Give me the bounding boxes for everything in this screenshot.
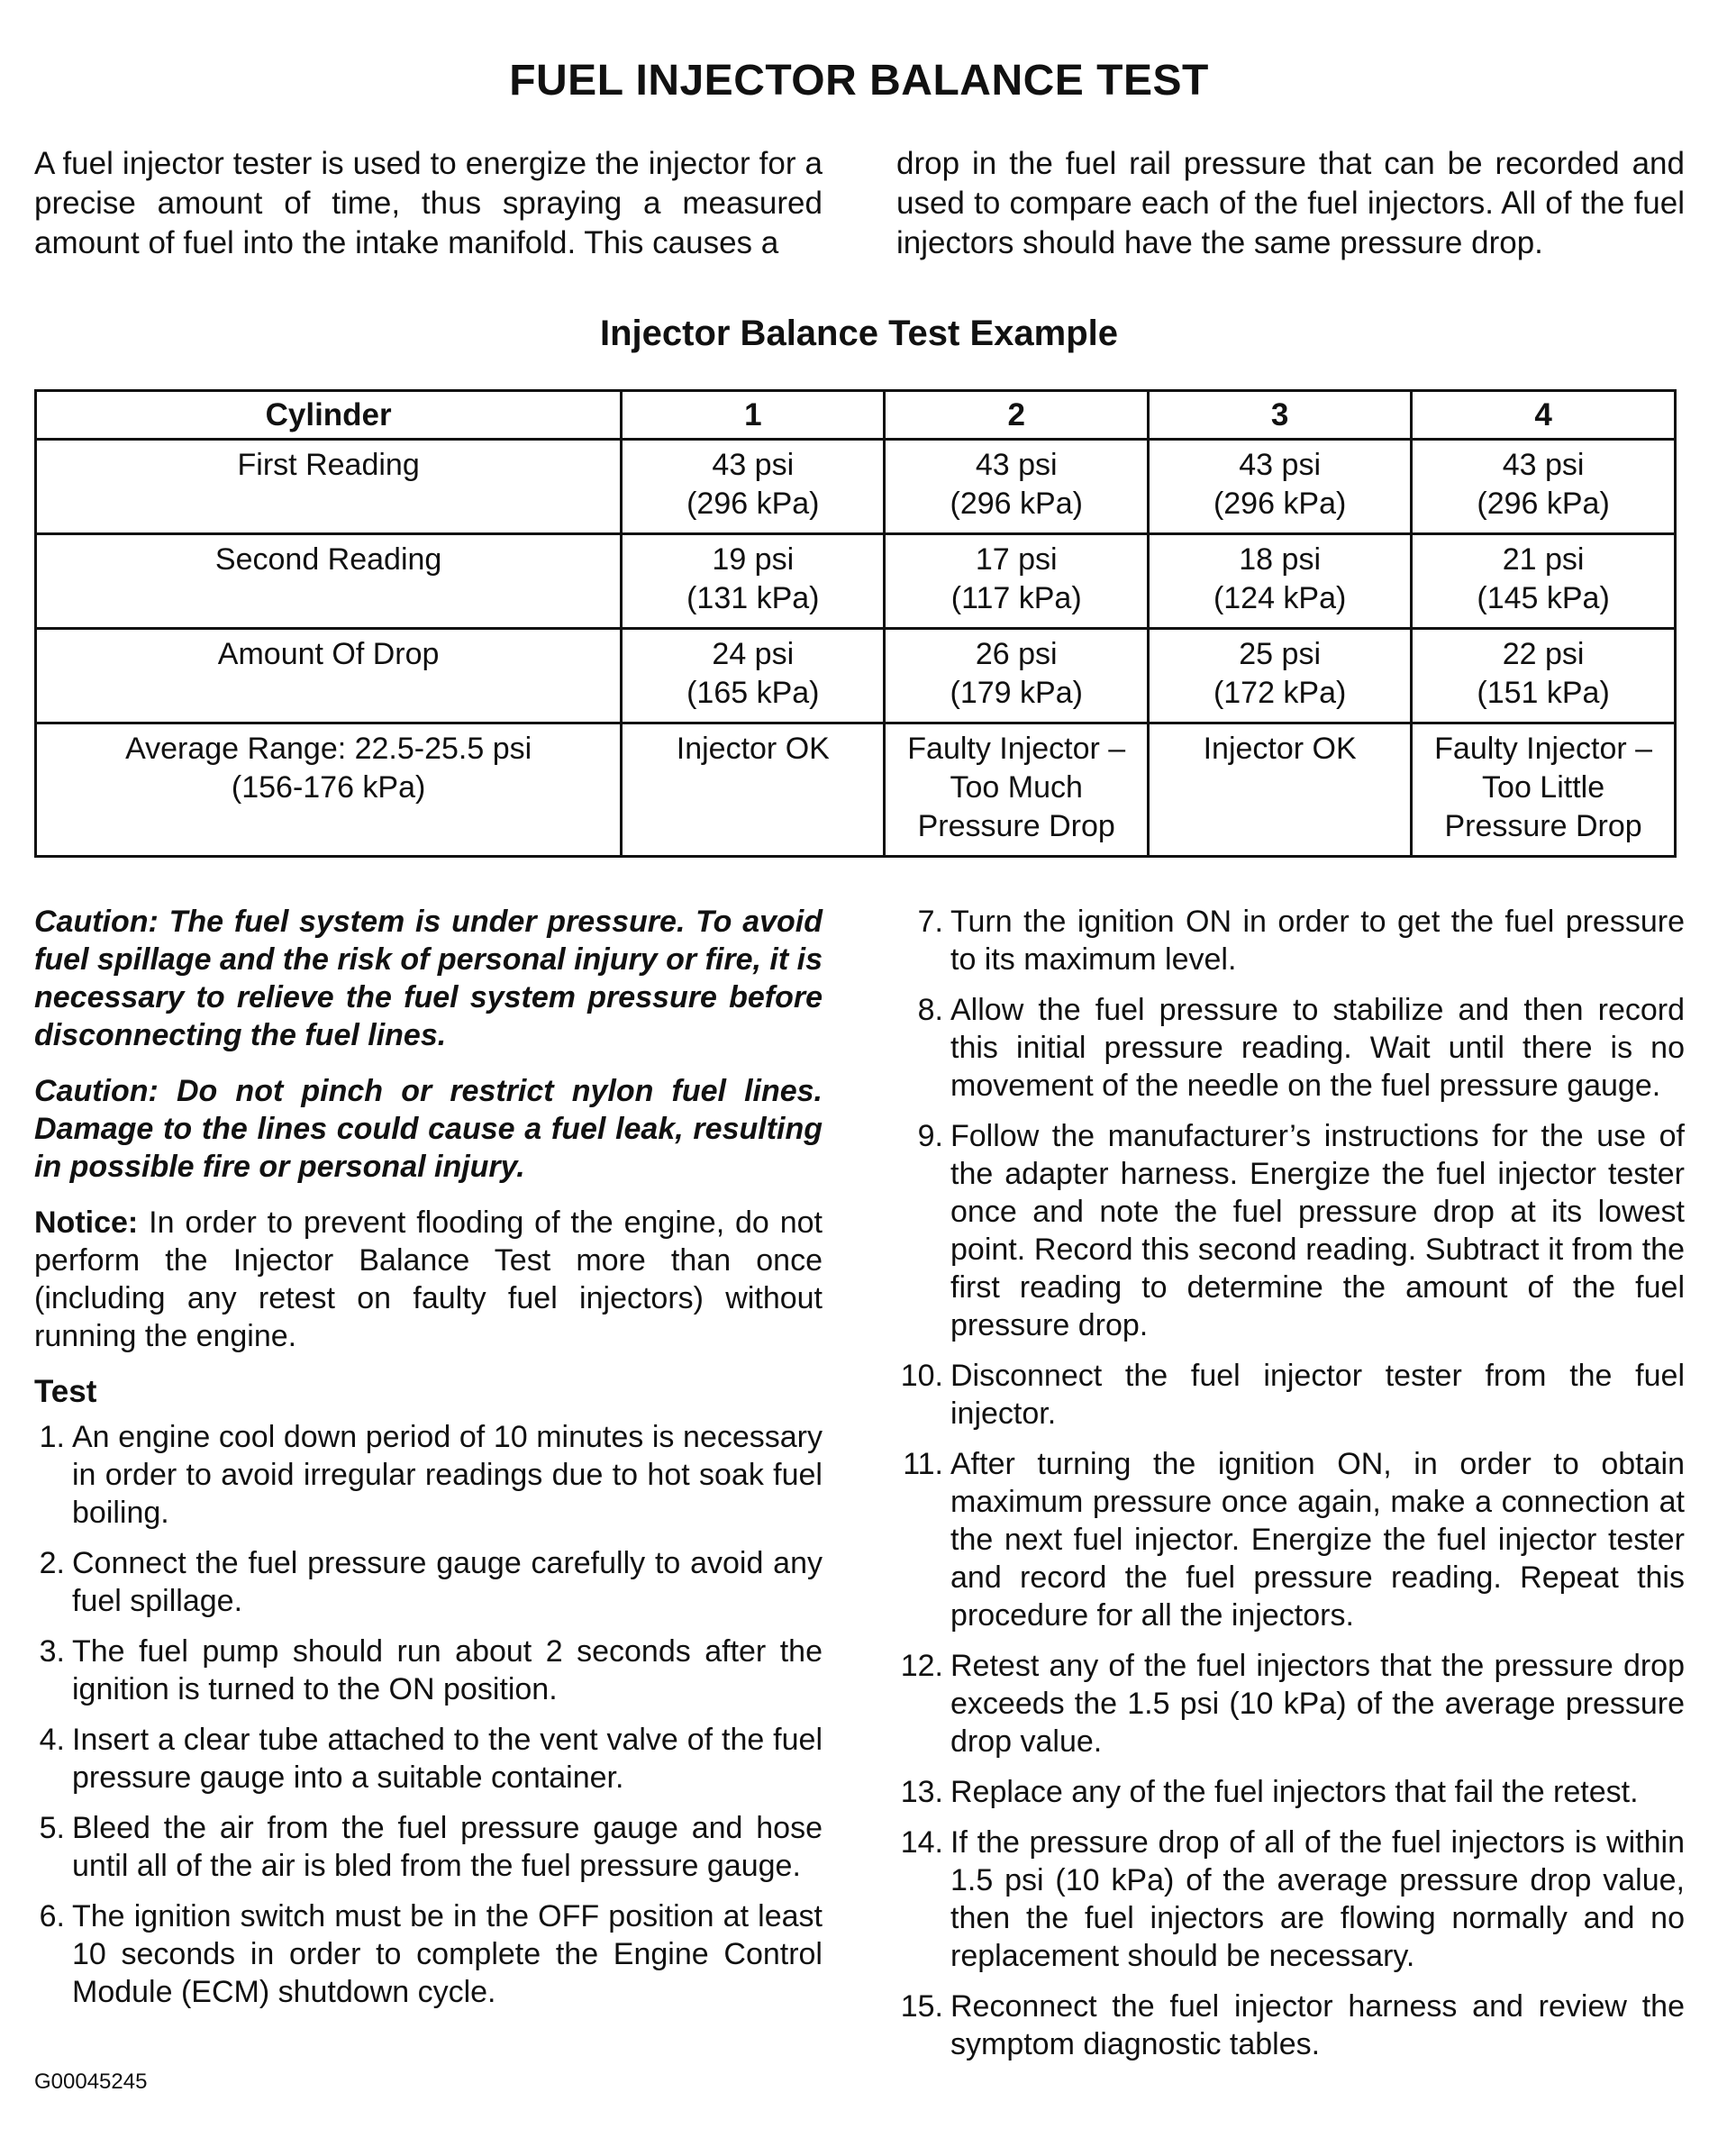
- cell-psi: 25 psi: [1239, 637, 1321, 671]
- step-number: 10.: [900, 1359, 943, 1393]
- step-number: 5.: [39, 1811, 65, 1845]
- table-cell: [885, 534, 1149, 629]
- cell-psi: 21 psi: [1502, 542, 1585, 577]
- step-text: Turn the ignition ON in order to get the fuel pressure to its maximum level.: [950, 905, 1685, 977]
- notice-text: In order to prevent flooding of the engine, do not perform the Injector Balance Test more than once (including any retest on faulty fuel injectors) without running the engine.: [34, 1205, 823, 1353]
- table-cell: [1149, 629, 1412, 723]
- result-text: Too Much: [950, 770, 1083, 805]
- list-item: [896, 1773, 1685, 1811]
- row-label: Amount Of Drop: [36, 629, 622, 723]
- row-second-reading: [36, 534, 1676, 629]
- cell-kpa: (124 kPa): [1213, 581, 1347, 615]
- injector-balance-table: [34, 389, 1677, 858]
- cell-psi: 18 psi: [1239, 542, 1321, 577]
- table-cell: [622, 534, 885, 629]
- cell-kpa: (296 kPa): [1477, 487, 1610, 521]
- list-item: [896, 1117, 1685, 1344]
- cell-kpa: (296 kPa): [950, 487, 1083, 521]
- step-text: Bleed the air from the fuel pressure gauge and hose until all of the air is bled from the fuel pressure gauge.: [72, 1811, 823, 1883]
- step-number: 14.: [900, 1825, 943, 1860]
- steps-list-left: [34, 1418, 823, 2011]
- header-cylinder-1: 1: [622, 391, 885, 440]
- list-item: [896, 1824, 1685, 1975]
- notice-label: Notice:: [34, 1205, 139, 1240]
- table-cell: [1412, 723, 1676, 857]
- cell-psi: 19 psi: [712, 542, 795, 577]
- step-number: 11.: [903, 1447, 943, 1481]
- caution-nylon-lines: Caution: Do not pinch or restrict nylon fuel lines. Damage to the lines could cause a fuel leak, resulting in possible fire or personal injury.: [34, 1074, 823, 1184]
- table-header-row: [36, 391, 1676, 440]
- table-cell: [1149, 534, 1412, 629]
- list-item: [34, 1809, 823, 1885]
- list-item: [34, 1544, 823, 1620]
- table-cell: [885, 723, 1149, 857]
- figure-code: G00045245: [34, 2070, 148, 2094]
- steps-list-right: [896, 903, 1685, 2063]
- list-item: [34, 1418, 823, 1532]
- cell-kpa: (179 kPa): [950, 676, 1083, 710]
- step-number: 8.: [917, 993, 943, 1027]
- cell-psi: 43 psi: [712, 448, 795, 482]
- row-label: Second Reading: [36, 534, 622, 629]
- step-number: 12.: [900, 1649, 943, 1683]
- step-text: After turning the ignition ON, in order to obtain maximum pressure once again, make a connection at the next fuel injector. Energize the fuel injector tester and record the fuel pressure reading. Repeat this procedure for all the injectors.: [950, 1447, 1685, 1633]
- cell-psi: 43 psi: [1239, 448, 1321, 482]
- table-title: Injector Balance Test Example: [599, 314, 1119, 353]
- step-text: Replace any of the fuel injectors that fail the retest.: [950, 1775, 1639, 1809]
- cell-kpa: (117 kPa): [950, 581, 1082, 615]
- cell-kpa: (131 kPa): [686, 581, 820, 615]
- step-text: Follow the manufacturer’s instructions for the use of the adapter harness. Energize the fuel injector tester once and note the fuel pressure drop at its lowest point. Record this second reading. Subtract it from the first reading to determine the amount of the fuel pressure drop.: [950, 1119, 1685, 1342]
- step-text: If the pressure drop of all of the fuel injectors is within 1.5 psi (10 kPa) of the average pressure drop value, then the fuel injectors are flowing normally and no replacement should be necessary.: [950, 1825, 1685, 1973]
- test-heading: Test: [34, 1374, 97, 1409]
- list-item: [896, 1445, 1685, 1634]
- step-text: Disconnect the fuel injector tester from the fuel injector.: [950, 1359, 1685, 1431]
- step-number: 1.: [39, 1420, 65, 1454]
- header-cylinder-4: 4: [1412, 391, 1676, 440]
- average-range-psi: Average Range: 22.5-25.5 psi: [125, 732, 532, 766]
- notice-paragraph: [34, 1204, 823, 1355]
- result-text: Pressure Drop: [1444, 809, 1642, 843]
- result-text: Faulty Injector –: [1434, 732, 1653, 766]
- list-item: [34, 1633, 823, 1708]
- list-item: [896, 1988, 1685, 2063]
- table-cell: [1149, 723, 1412, 857]
- step-number: 9.: [917, 1119, 943, 1153]
- cell-psi: 24 psi: [712, 637, 795, 671]
- cell-psi: 22 psi: [1502, 637, 1585, 671]
- intro-left-paragraph: A fuel injector tester is used to energize the injector for a precise amount of time, thus spraying a measured amount of fuel into the intake manifold. This causes a: [34, 146, 823, 260]
- list-item: [896, 1647, 1685, 1760]
- right-column: [896, 903, 1685, 2076]
- row-average-range: [36, 723, 1676, 857]
- row-amount-of-drop: [36, 629, 1676, 723]
- header-cylinder-2: 2: [885, 391, 1149, 440]
- step-number: 2.: [39, 1546, 65, 1580]
- table-cell: [622, 723, 885, 857]
- row-label: First Reading: [36, 440, 622, 534]
- list-item: [34, 1721, 823, 1797]
- cell-psi: 43 psi: [975, 448, 1058, 482]
- cell-psi: 17 psi: [975, 542, 1058, 577]
- list-item: [896, 1357, 1685, 1433]
- result-text: Injector OK: [676, 732, 830, 766]
- step-number: 13.: [900, 1775, 943, 1809]
- step-text: Reconnect the fuel injector harness and review the symptom diagnostic tables.: [950, 1989, 1685, 2061]
- table-cell: [1412, 534, 1676, 629]
- result-text: Injector OK: [1203, 732, 1357, 766]
- table-cell: [885, 629, 1149, 723]
- step-text: Insert a clear tube attached to the vent valve of the fuel pressure gauge into a suitable container.: [72, 1723, 823, 1795]
- result-text: Too Little: [1482, 770, 1605, 805]
- step-number: 15.: [900, 1989, 943, 2024]
- header-cylinder-3: 3: [1149, 391, 1412, 440]
- list-item: [34, 1897, 823, 2011]
- caution-pressure: Caution: The fuel system is under pressure. To avoid fuel spillage and the risk of personal injury or fire, it is necessary to relieve the fuel system pressure before disconnecting the fuel lines.: [34, 905, 823, 1052]
- header-cylinder: Cylinder: [36, 391, 622, 440]
- table-cell: [885, 440, 1149, 534]
- step-number: 4.: [39, 1723, 65, 1757]
- cell-psi: 43 psi: [1502, 448, 1585, 482]
- cell-kpa: (151 kPa): [1477, 676, 1610, 710]
- list-item: [896, 903, 1685, 978]
- cell-kpa: (296 kPa): [1213, 487, 1347, 521]
- intro-right-paragraph: drop in the fuel rail pressure that can be recorded and used to compare each of the fuel injectors. All of the fuel injectors should have the same pressure drop.: [896, 146, 1685, 260]
- table-cell: [622, 629, 885, 723]
- table-cell: [622, 440, 885, 534]
- cell-kpa: (172 kPa): [1213, 676, 1347, 710]
- result-text: Faulty Injector –: [907, 732, 1126, 766]
- step-number: 3.: [39, 1634, 65, 1669]
- step-text: An engine cool down period of 10 minutes is necessary in order to avoid irregular readings due to hot soak fuel boiling.: [72, 1420, 823, 1530]
- table-cell: [1412, 440, 1676, 534]
- row-first-reading: [36, 440, 1676, 534]
- step-text: Retest any of the fuel injectors that the pressure drop exceeds the 1.5 psi (10 kPa) of the average pressure drop value.: [950, 1649, 1685, 1759]
- step-number: 6.: [39, 1899, 65, 1933]
- row-label: [36, 723, 622, 857]
- table-cell: [1412, 629, 1676, 723]
- cell-kpa: (296 kPa): [686, 487, 820, 521]
- step-number: 7.: [917, 905, 943, 939]
- step-text: The fuel pump should run about 2 seconds after the ignition is turned to the ON position.: [72, 1634, 823, 1706]
- result-text: Pressure Drop: [917, 809, 1115, 843]
- cell-kpa: (165 kPa): [686, 676, 820, 710]
- list-item: [896, 991, 1685, 1105]
- step-text: The ignition switch must be in the OFF position at least 10 seconds in order to complete the Engine Control Module (ECM) shutdown cycle.: [72, 1899, 823, 2009]
- cell-psi: 26 psi: [975, 637, 1058, 671]
- average-range-kpa: (156-176 kPa): [231, 770, 426, 805]
- page-title: FUEL INJECTOR BALANCE TEST: [509, 57, 1209, 105]
- cell-kpa: (145 kPa): [1477, 581, 1610, 615]
- left-column: [34, 903, 823, 2024]
- step-text: Connect the fuel pressure gauge carefully to avoid any fuel spillage.: [72, 1546, 823, 1618]
- table-cell: [1149, 440, 1412, 534]
- step-text: Allow the fuel pressure to stabilize and then record this initial pressure reading. Wait until there is no movement of the needle on the fuel pressure gauge.: [950, 993, 1685, 1103]
